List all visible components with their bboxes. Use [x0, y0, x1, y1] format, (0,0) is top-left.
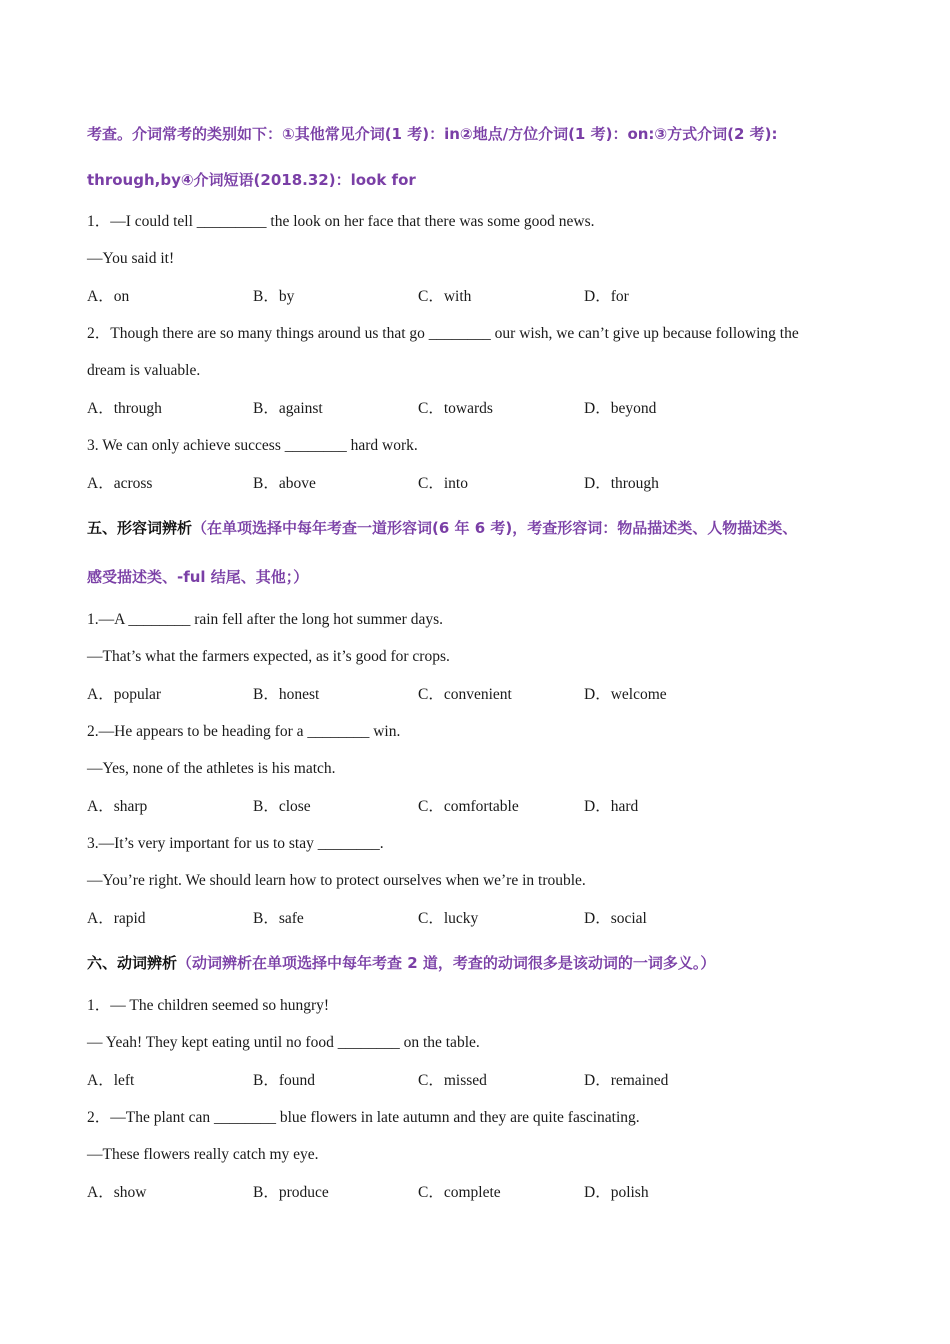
intro-line-2: through,by④介词短语(2018.32)：look for	[87, 171, 416, 189]
option-b: B．close	[253, 798, 311, 815]
option-b: B．honest	[253, 686, 320, 703]
option-c: C．complete	[418, 1184, 501, 1201]
question-text: 2．Though there are so many things around us that go ________ our wish, we can’t give up because following the	[87, 325, 799, 342]
question-reply: —These flowers really catch my eye.	[87, 1146, 319, 1163]
option-a: A．sharp	[87, 798, 148, 815]
question-text: 2．—The plant can ________ blue flowers in late autumn and they are quite fascinating.	[87, 1109, 640, 1126]
option-d: D．beyond	[584, 400, 657, 417]
option-c: C．missed	[418, 1072, 487, 1089]
option-c: C．into	[418, 475, 468, 492]
option-b: B．found	[253, 1072, 316, 1089]
section-title: 六、动词辨析	[87, 954, 178, 972]
option-d: D．welcome	[584, 686, 667, 703]
option-d: D．remained	[584, 1072, 669, 1089]
option-a: A．across	[87, 475, 153, 492]
section-note: （在单项选择中每年考查一道形容词(6 年 6 考)，考查形容词：物品描述类、人物描述类、	[192, 519, 798, 537]
option-d: D．hard	[584, 798, 639, 815]
option-b: B．against	[253, 400, 323, 417]
section-heading-adjectives	[87, 518, 887, 538]
option-d: D．through	[584, 475, 659, 492]
section-title: 五、形容词辨析	[87, 519, 193, 537]
option-a: A．on	[87, 288, 130, 305]
section-note-cont: 感受描述类、-ful 结尾、其他；）	[87, 568, 309, 586]
question-reply: —You’re right. We should learn how to protect ourselves when we’re in trouble.	[87, 872, 586, 889]
option-a: A．show	[87, 1184, 147, 1201]
option-a: A．rapid	[87, 910, 146, 927]
option-c: C．comfortable	[418, 798, 519, 815]
option-b: B．by	[253, 288, 295, 305]
question-text: 3. We can only achieve success ________ hard work.	[87, 437, 418, 454]
option-c: C．convenient	[418, 686, 512, 703]
option-a: A．through	[87, 400, 162, 417]
option-c: C．with	[418, 288, 472, 305]
option-c: C．lucky	[418, 910, 479, 927]
section-heading-verbs	[87, 953, 887, 973]
question-text: 1．— The children seemed so hungry!	[87, 997, 330, 1014]
question-text: 3.—It’s very important for us to stay ________.	[87, 835, 384, 852]
option-a: A．popular	[87, 686, 162, 703]
option-d: D．polish	[584, 1184, 649, 1201]
question-reply: —You said it!	[87, 250, 175, 267]
question-text: 2.—He appears to be heading for a ________ win.	[87, 723, 401, 740]
question-text-cont: dream is valuable.	[87, 362, 201, 379]
question-reply: —Yes, none of the athletes is his match.	[87, 760, 336, 777]
question-reply: — Yeah! They kept eating until no food ________ on the table.	[87, 1034, 480, 1051]
question-text: 1．—I could tell _________ the look on her face that there was some good news.	[87, 213, 595, 230]
option-c: C．towards	[418, 400, 493, 417]
section-note: （动词辨析在单项选择中每年考查 2 道，考查的动词很多是该动词的一词多义。）	[177, 954, 716, 972]
option-d: D．for	[584, 288, 629, 305]
question-reply: —That’s what the farmers expected, as it’s good for crops.	[87, 648, 450, 665]
question-text: 1.—A ________ rain fell after the long hot summer days.	[87, 611, 444, 628]
intro-line-1: 考查。介词常考的类别如下：①其他常见介词(1 考)：in②地点/方位介词(1 考)：on:③方式介词(2 考):	[87, 125, 778, 143]
option-b: B．produce	[253, 1184, 329, 1201]
option-a: A．left	[87, 1072, 135, 1089]
option-b: B．safe	[253, 910, 304, 927]
option-b: B．above	[253, 475, 316, 492]
option-d: D．social	[584, 910, 647, 927]
